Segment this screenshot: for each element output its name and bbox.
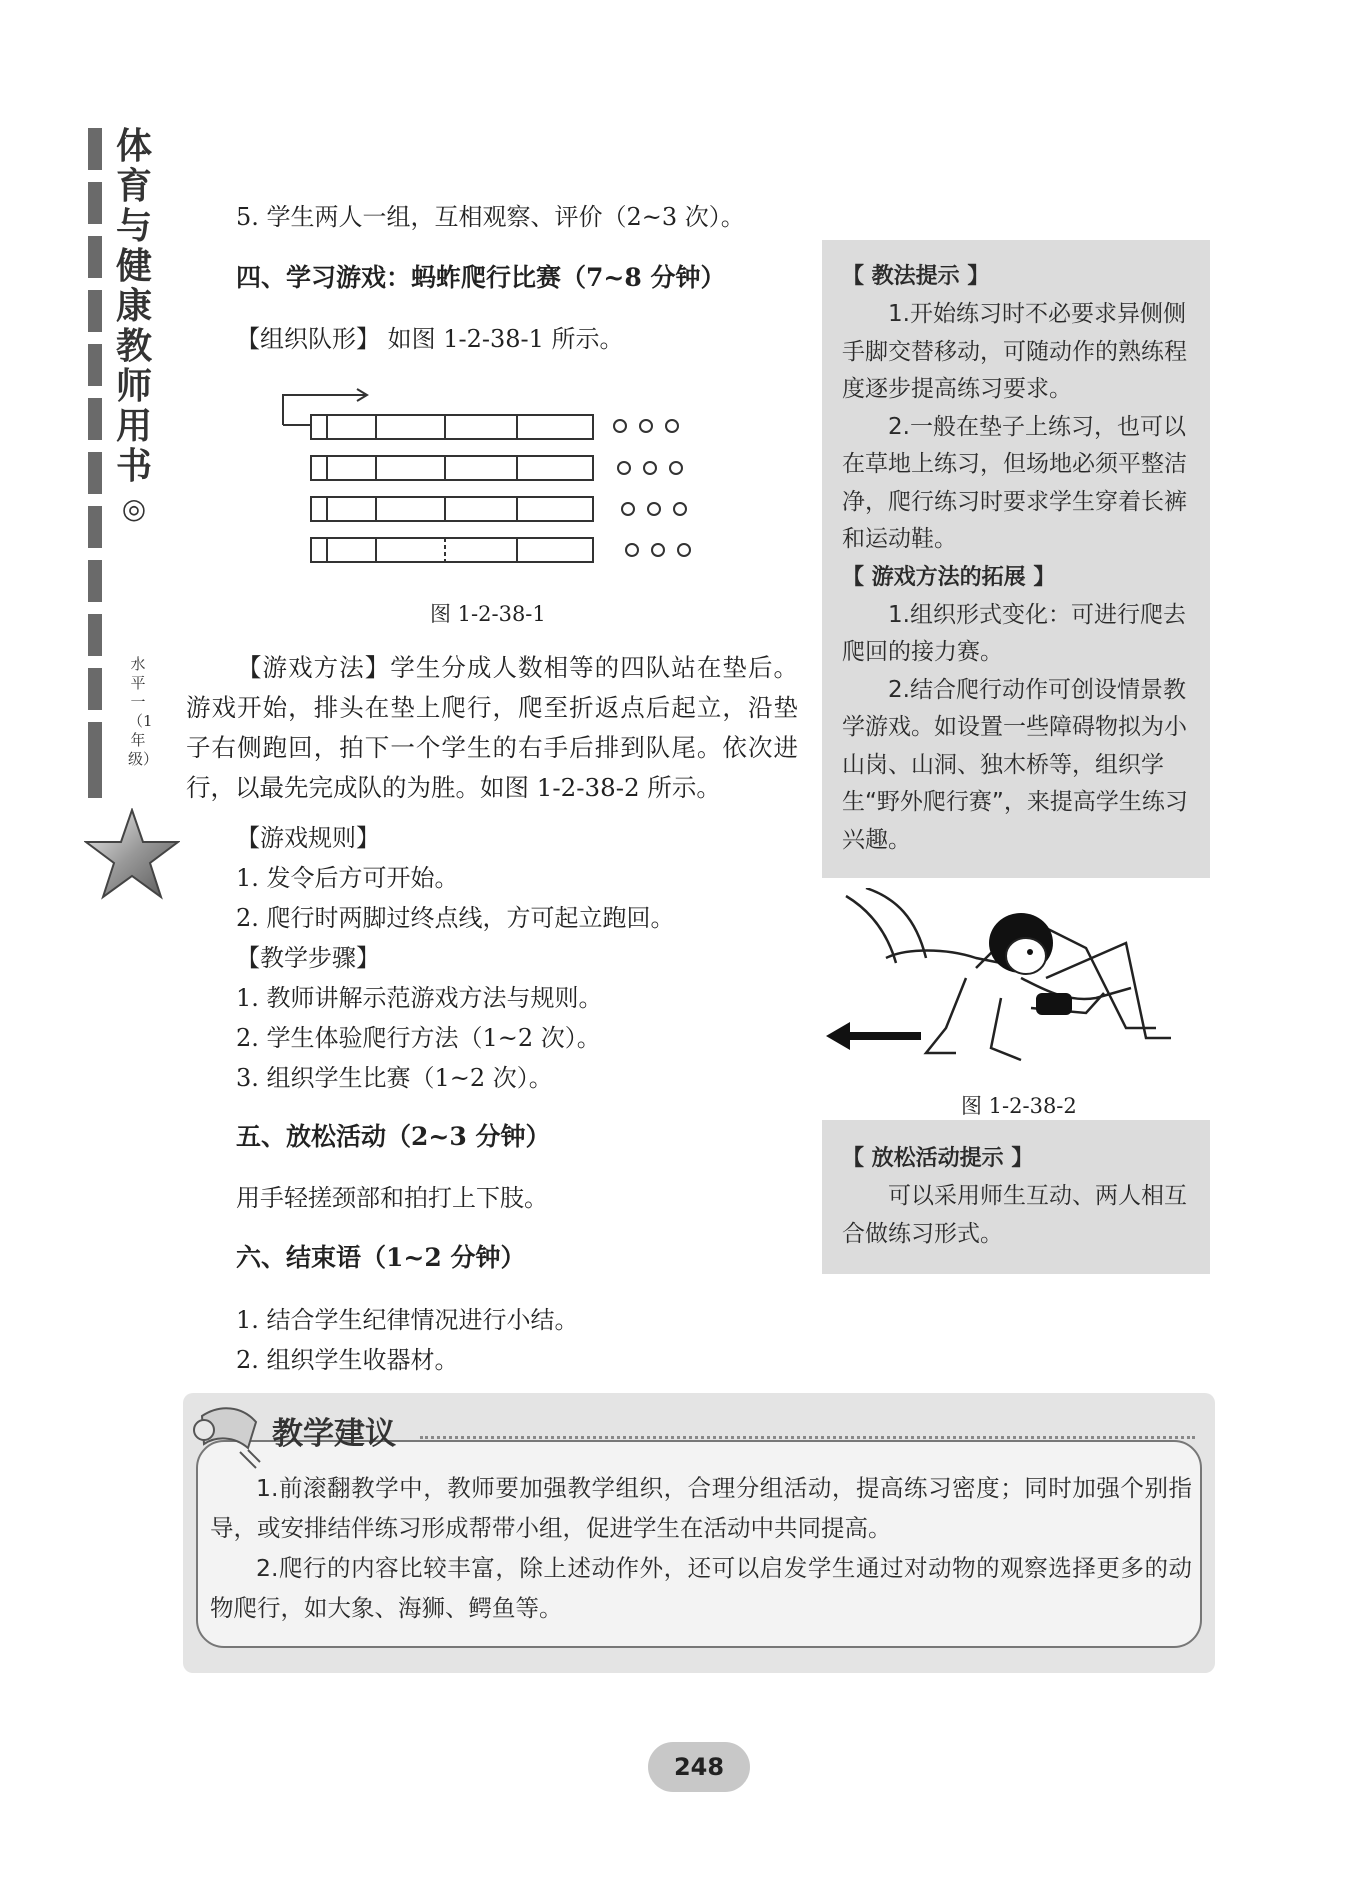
margin-stripe <box>88 614 102 656</box>
mat-row-4 <box>311 538 593 562</box>
margin-stripe <box>88 668 102 710</box>
margin-stripe <box>88 128 102 170</box>
mat-row-2 <box>311 456 593 480</box>
steps-heading: 【教学步骤】 <box>236 944 380 972</box>
scroll-icon <box>190 1396 268 1474</box>
suggestions-title: 教学建议 <box>272 1416 396 1452</box>
relax-title: 【 放松活动提示 】 <box>842 1146 1034 1171</box>
margin-stripe <box>88 506 102 548</box>
section-6-title: 六、结束语（1~2 分钟） <box>236 1243 526 1272</box>
child-shorts <box>1036 993 1072 1015</box>
figure-1-caption: 图 1-2-38-1 <box>430 602 546 626</box>
mat-row-3 <box>311 497 593 521</box>
margin-stripe <box>88 398 102 440</box>
section-5-text: 用手轻搓颈部和拍打上下肢。 <box>236 1184 548 1212</box>
section-4-title: 四、学习游戏：蚂蚱爬行比赛（7~8 分钟） <box>236 263 726 292</box>
extend-item: 1.组织形式变化：可进行爬去爬回的接力赛。 <box>842 601 1186 665</box>
game-method-paragraph: 【游戏方法】学生分成人数相等的四队站在垫后。游戏开始，排头在垫上爬行，爬至折返点后起立，沿垫子右侧跑回，拍下一个学生的右手后排到队尾。依次进行，以最先完成队的为胜。如图 1-2-38-2 所示。 <box>186 653 798 802</box>
rules-heading: 【游戏规则】 <box>236 824 380 852</box>
rule-item: 2. 爬行时两脚过终点线，方可起立跑回。 <box>236 904 675 932</box>
extend-item: 2.结合爬行动作可创设情景教学游戏。如设置一些障碍物拟为小山岗、山洞、独木桥等，组织学生“野外爬行赛”，来提高学生练习兴趣。 <box>842 676 1188 853</box>
formation-line: 【组织队形】 如图 1-2-38-1 所示。 <box>236 325 624 353</box>
margin-stripe <box>88 236 102 278</box>
relax-tips-box <box>822 1120 1210 1274</box>
crawling-child-illustration <box>826 888 1206 1078</box>
suggestions-divider <box>420 1436 1195 1439</box>
closing-item: 2. 组织学生收器材。 <box>236 1346 459 1374</box>
teaching-tips-box <box>822 240 1210 878</box>
tips-title: 【 教法提示 】 <box>842 264 990 289</box>
antenna <box>846 896 896 963</box>
margin-stripe <box>88 722 102 798</box>
level-tag: 水平一（1年级） <box>128 655 159 768</box>
step-item: 1. 教师讲解示范游戏方法与规则。 <box>236 984 603 1012</box>
margin-stripe <box>88 344 102 386</box>
rule-item: 1. 发令后方可开始。 <box>236 864 459 892</box>
suggestions-text <box>210 1468 1192 1628</box>
step-item: 3. 组织学生比赛（1~2 次）。 <box>236 1064 553 1092</box>
step-item: 2. 学生体验爬行方法（1~2 次）。 <box>236 1024 601 1052</box>
tips-item: 1.开始练习时不必要求异侧侧手脚交替移动，可随动作的熟练程度逐步提高练习要求。 <box>842 301 1187 402</box>
extend-title: 【 游戏方法的拓展 】 <box>842 564 1056 590</box>
suggestion-item: 2.爬行的内容比较丰富，除上述动作外，还可以启发学生通过对动物的观察选择更多的动物爬行，如大象、海狮、鳄鱼等。 <box>210 1554 1192 1622</box>
margin-stripe <box>88 560 102 602</box>
suggestion-item: 1.前滚翻教学中，教师要加强教学组织，合理分组活动，提高练习密度；同时加强个别指导，或安排结伴练习形成帮带小组，促进学生在活动中共同提高。 <box>210 1474 1192 1542</box>
book-title: 体育与健康教师用书 ◎ <box>115 125 152 525</box>
route-arrow <box>283 395 365 425</box>
page-number: 248 <box>648 1742 750 1792</box>
mat-row-1 <box>311 415 593 439</box>
margin-stripe <box>88 290 102 332</box>
star-icon <box>84 808 180 900</box>
book-mark: ◎ <box>121 492 147 525</box>
relax-text: 可以采用师生互动、两人相互合做练习形式。 <box>842 1183 1187 1247</box>
section-5-title: 五、放松活动（2~3 分钟） <box>236 1122 551 1151</box>
margin-stripe <box>88 452 102 494</box>
tips-item: 2.一般在垫子上练习，也可以在草地上练习，但场地必须平整洁净，爬行练习时要求学生穿着长裤和运动鞋。 <box>842 413 1187 552</box>
margin-stripe <box>88 182 102 224</box>
formation-diagram <box>275 380 695 580</box>
step-5: 5. 学生两人一组，互相观察、评价（2~3 次）。 <box>236 203 745 231</box>
arrow-left-icon <box>826 1022 850 1050</box>
closing-item: 1. 结合学生纪律情况进行小结。 <box>236 1306 579 1334</box>
figure-2-caption: 图 1-2-38-2 <box>961 1094 1077 1118</box>
